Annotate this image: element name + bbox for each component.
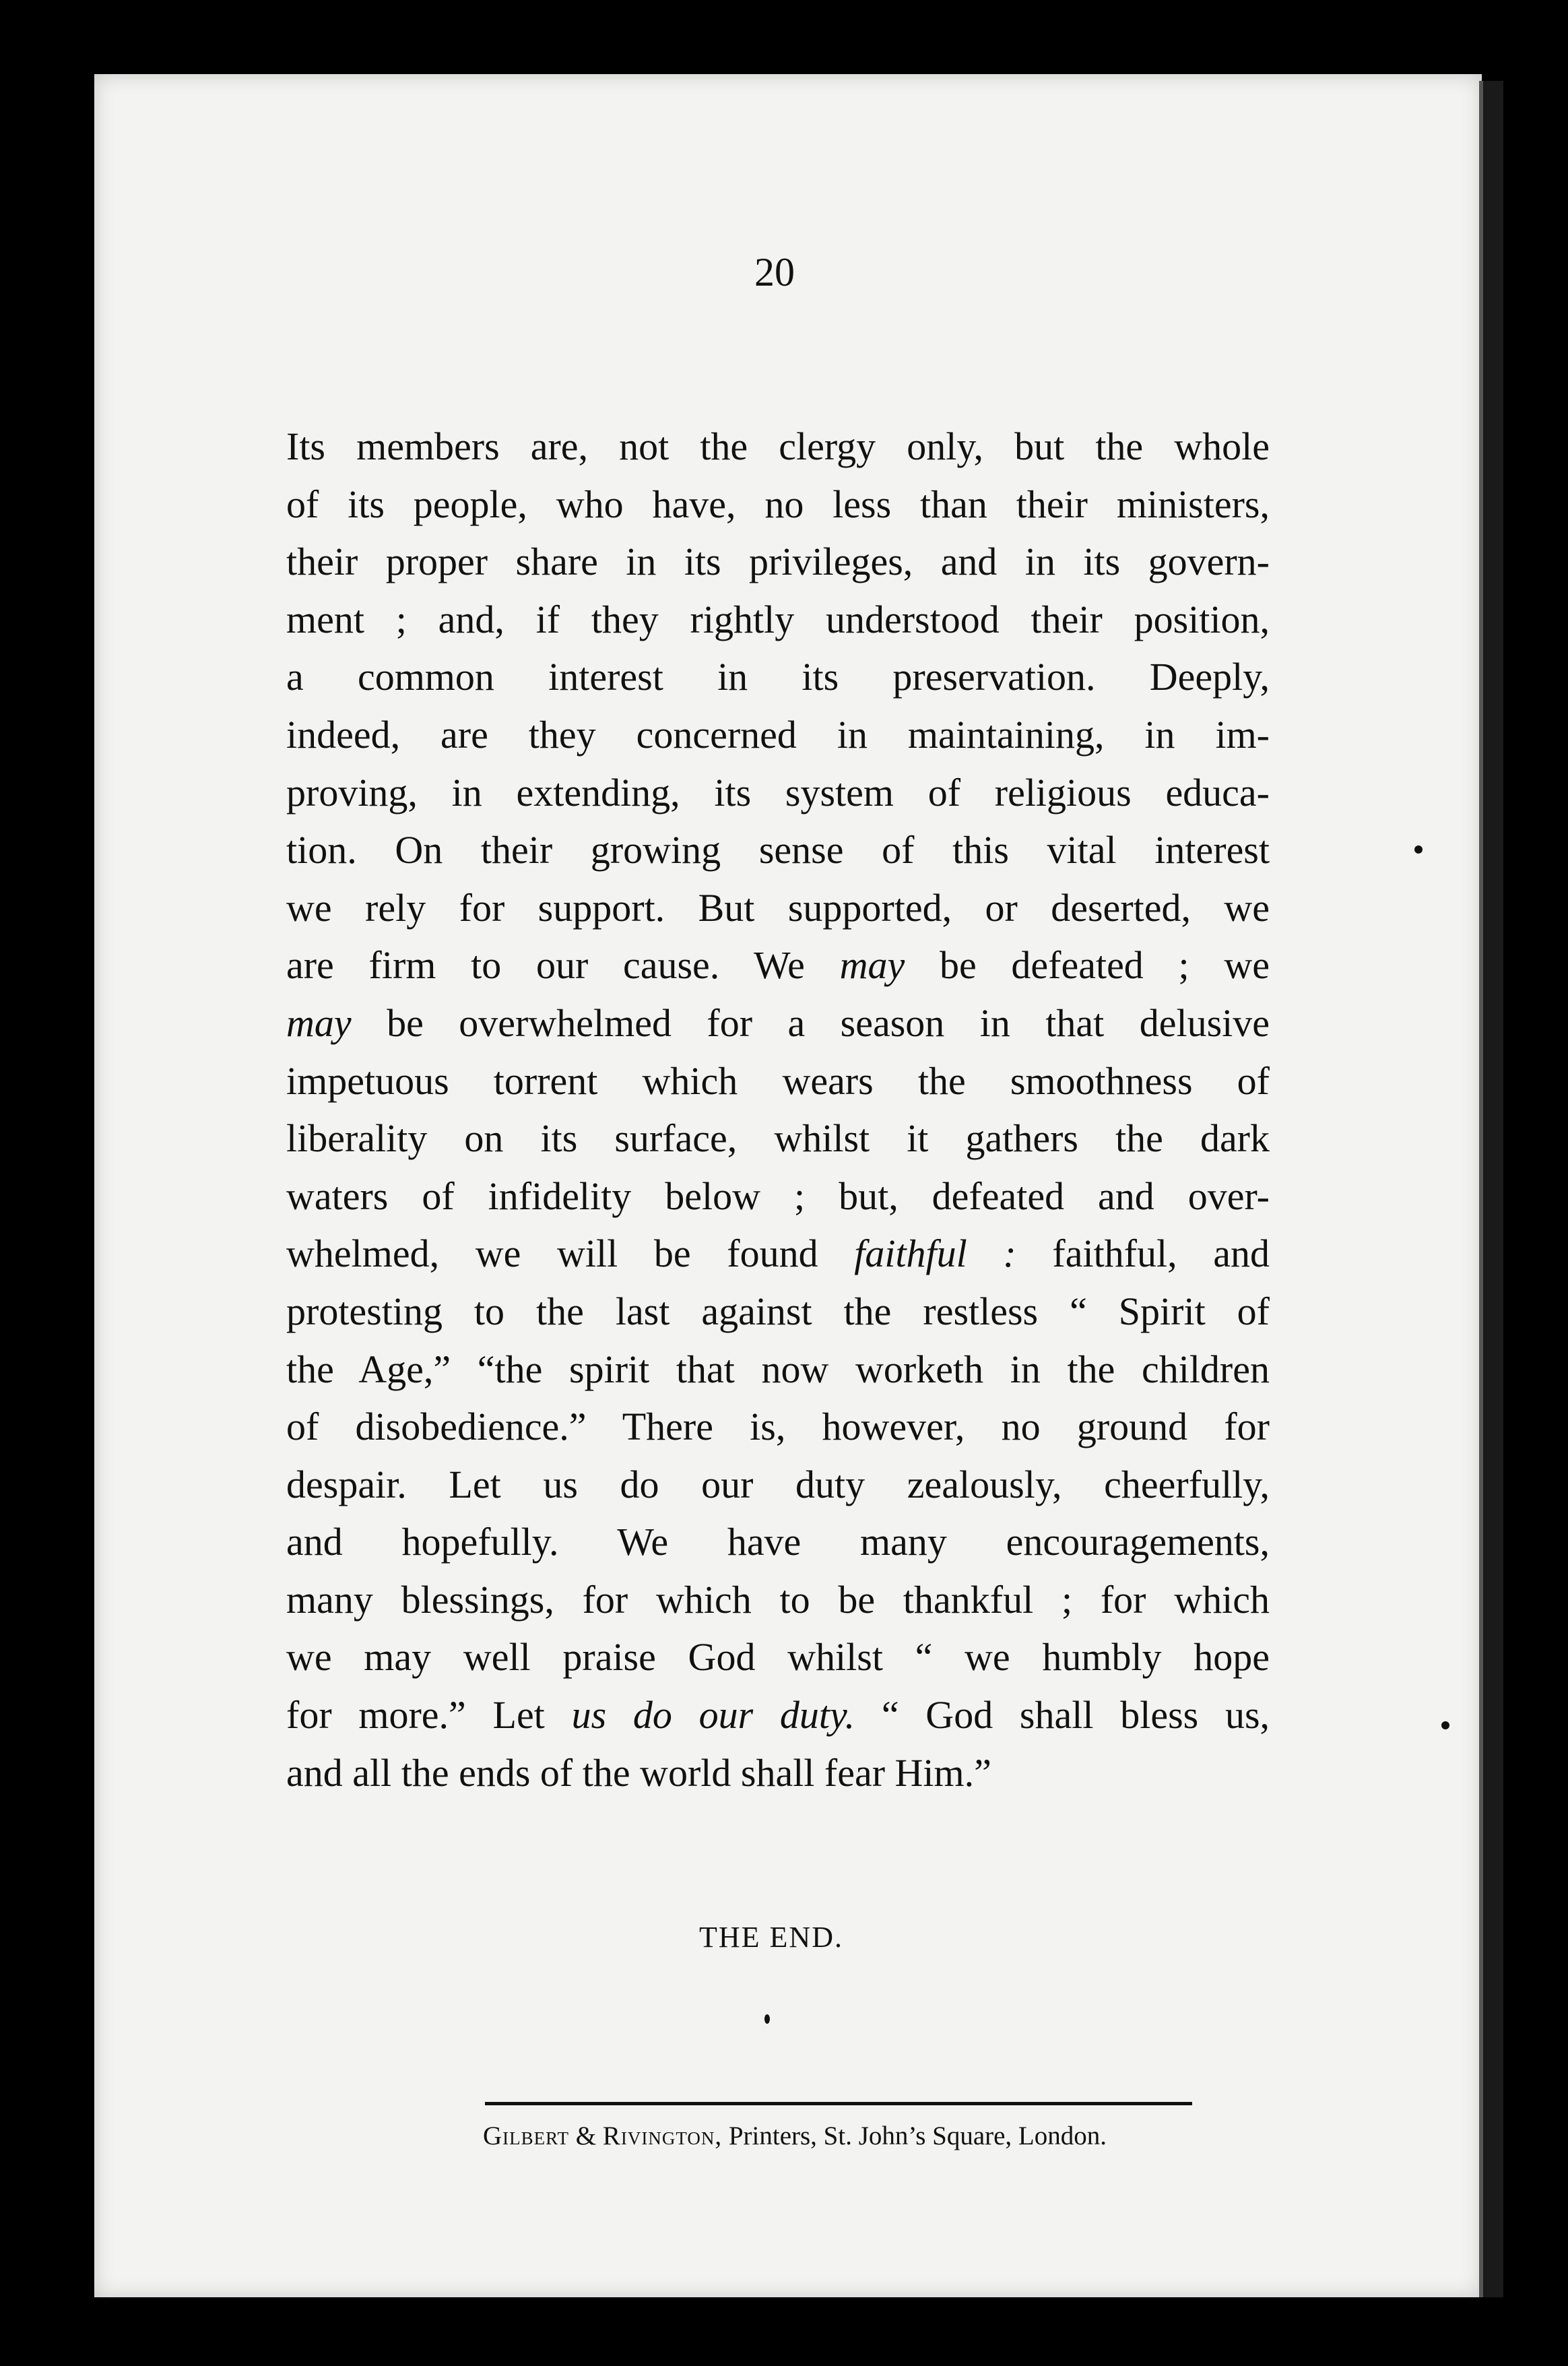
text-run: be overwhelmed for a season in that delusive	[387, 1000, 1270, 1045]
text-line: Its members are, not the clergy only, but the whole	[286, 424, 1270, 468]
text-line	[286, 1686, 1270, 1744]
text-line: a common interest in its preservation. Deeply,	[286, 655, 1270, 699]
imprint-name: Gilbert	[482, 2121, 569, 2150]
text-line: waters of infidelity below ; but, defeated and over-	[286, 1174, 1270, 1218]
text-line: proving, in extending, its system of religious educa-	[286, 770, 1270, 814]
imprint-rule	[485, 2102, 1192, 2105]
body-text	[286, 418, 1270, 1801]
text-line: ment ; and, if they rightly understood their position,	[286, 597, 1270, 641]
ink-speck	[1441, 1721, 1449, 1729]
text-line: of disobedience.” There is, however, no ground for	[286, 1405, 1270, 1449]
italic-run: may	[286, 1000, 352, 1045]
text-line: we rely for support. But supported, or deserted, we	[286, 885, 1270, 930]
imprint-text: Printers, St. John’s Square, London.	[728, 2121, 1107, 2150]
text-run: are firm to our cause. We	[286, 943, 805, 988]
text-line	[286, 936, 1270, 994]
italic-run: faithful :	[854, 1232, 1016, 1276]
text-line: indeed, are they concerned in maintaining, in im-	[286, 712, 1270, 757]
text-run: “ God shall bless us,	[881, 1693, 1270, 1737]
text-run: for more.” Let	[286, 1693, 545, 1737]
text-run: faithful, and	[1052, 1232, 1270, 1276]
text-line: many blessings, for which to be thankful ; for which	[286, 1577, 1270, 1622]
text-line: tion. On their growing sense of this vital interest	[286, 828, 1270, 872]
imprint-name: Rivington,	[602, 2121, 723, 2150]
text-line: of its people, who have, no less than their ministers,	[286, 482, 1270, 526]
ink-speck	[764, 2014, 770, 2024]
text-line: and hopefully. We have many encouragements,	[286, 1520, 1270, 1564]
italic-run: us do our duty.	[571, 1693, 855, 1737]
text-line: the Age,” “the spirit that now worketh in the children	[286, 1347, 1270, 1391]
page-number: 20	[754, 250, 795, 294]
page-edge	[1479, 81, 1503, 2297]
text-line: protesting to the last against the restless “ Spirit of	[286, 1289, 1270, 1333]
text-run: be defeated ; we	[939, 943, 1270, 988]
ink-speck	[1414, 845, 1423, 854]
text-line: their proper share in its privileges, and in its govern-	[286, 540, 1270, 584]
imprint-ampersand: &	[575, 2121, 597, 2150]
text-line: liberality on its surface, whilst it gathers the dark	[286, 1116, 1270, 1161]
text-run: whelmed, we will be found	[286, 1232, 818, 1276]
text-line: impetuous torrent which wears the smoothness of	[286, 1058, 1270, 1103]
text-line	[286, 994, 1270, 1052]
printer-imprint	[391, 2121, 1199, 2151]
text-line: despair. Let us do our duty zealously, cheerfully,	[286, 1462, 1270, 1506]
text-line	[286, 1225, 1270, 1283]
the-end-heading: THE END.	[699, 1921, 843, 1954]
text-line: and all the ends of the world shall fear Him.”	[286, 1750, 991, 1795]
text-line: we may well praise God whilst “ we humbly hope	[286, 1635, 1270, 1680]
italic-run: may	[839, 943, 905, 988]
